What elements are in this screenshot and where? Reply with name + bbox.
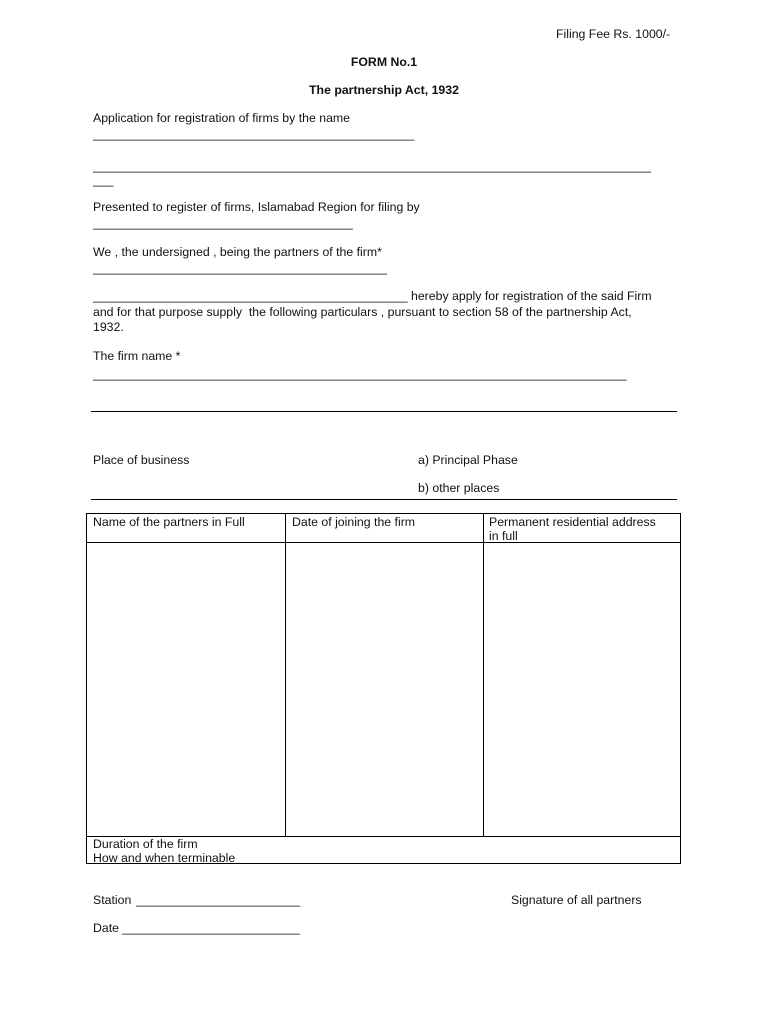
place-of-business-label: Place of business (93, 453, 190, 467)
act-title: The partnership Act, 1932 (309, 83, 459, 97)
column-header-address-line-2: in full (489, 529, 518, 543)
firm-name-label: The firm name * (93, 349, 181, 363)
principal-phase-label: a) Principal Phase (418, 453, 518, 467)
column-header-address-line-1: Permanent residential address (489, 515, 656, 529)
divider-rule (91, 411, 677, 412)
header-row-divider (87, 542, 680, 543)
other-places-label: b) other places (418, 481, 500, 495)
apply-statement-line-1: ______________________________________________ hereby apply for registration of the said Firm (93, 289, 652, 303)
presented-label: Presented to register of firms, Islamabad Region for filing by (93, 200, 420, 214)
partner-name-cell[interactable] (88, 544, 284, 835)
column-header-partner-name: Name of the partners in Full (93, 515, 245, 529)
partners-table (86, 513, 681, 864)
column-header-joining-date: Date of joining the firm (292, 515, 416, 529)
station-label: Station (93, 893, 132, 907)
joining-date-cell[interactable] (287, 544, 482, 835)
apply-statement-line-3: 1932. (93, 320, 124, 334)
application-label: Application for registration of firms by the name (93, 111, 350, 125)
signature-label: Signature of all partners (511, 893, 642, 907)
application-continuation-tail: ___ (93, 173, 114, 187)
application-name-field[interactable]: _______________________________________________ (93, 127, 415, 141)
duration-label-line-2: How and when terminable (93, 851, 236, 865)
address-cell[interactable] (485, 544, 680, 835)
apply-statement-line-2: and for that purpose supply the following particulars , pursuant to section 58 of the partnership Act, (93, 305, 632, 319)
column-divider (285, 514, 286, 837)
application-continuation-field[interactable]: ___________________________________________________________________________________ (93, 159, 652, 173)
duration-label-line-1: Duration of the firm (93, 837, 198, 851)
form-number: FORM No.1 (350, 55, 418, 69)
presented-by-field[interactable]: ______________________________________ (93, 216, 353, 230)
place-divider-rule (91, 499, 677, 500)
undersigned-label: We , the undersigned , being the partners of the firm* (93, 245, 382, 259)
date-field[interactable]: __________________________ (122, 921, 300, 935)
filing-fee: Filing Fee Rs. 1000/- (556, 27, 671, 41)
column-divider (483, 514, 484, 837)
date-label: Date (93, 921, 119, 935)
undersigned-firm-field[interactable]: ___________________________________________ (93, 261, 388, 275)
firm-name-field[interactable]: ______________________________________________________________________________ (93, 367, 627, 381)
station-field[interactable]: ________________________ (136, 893, 301, 907)
